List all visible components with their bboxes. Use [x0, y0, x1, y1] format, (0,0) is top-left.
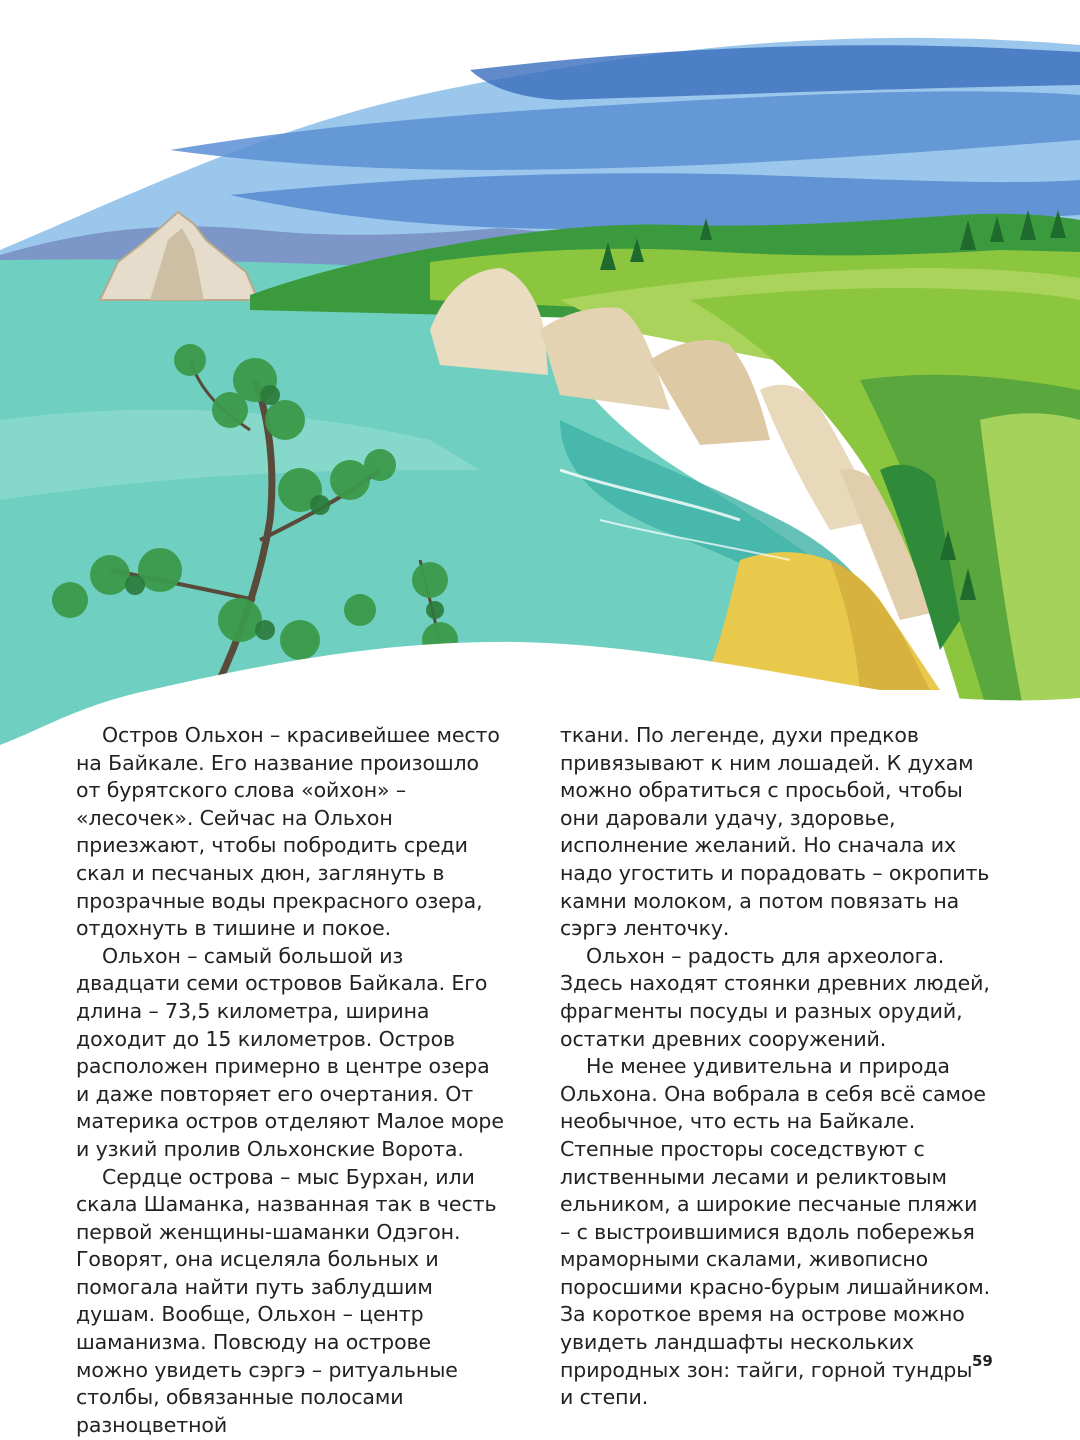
text-column-right: [560, 722, 992, 1412]
paragraph: Не менее удивительна и природа Ольхона. Она вобрала в себя всё самое необычное, что есть на Байкале. Степные просторы соседствуют с лиственными лесами и реликтовым ельником, а широкие песчаные пляжи – с выстроившимися вдоль побережья мраморными скалами, живописно поросшими красно-бурым лишайником. За короткое время на острове можно увидеть ландшафты нескольких природных зон: тайги, горной тундры и степи.: [560, 1054, 990, 1410]
paragraph: Ольхон – радость для археолога. Здесь находят стоянки древних людей, фрагменты посуды и разных орудий, остатки древних сооружений.: [560, 943, 990, 1051]
paragraph: Остров Ольхон – красивейшее место на Байкале. Его название произошло от бурятского слова «ойхон» – «лесочек». Сейчас на Ольхон приезжают, чтобы побродить среди скал и песчаных дюн, заглянуть в прозрачные воды прекрасного озера, отдохнуть в тишине и покое.: [76, 723, 500, 941]
paragraph: Ольхон – самый большой из двадцати семи островов Байкала. Его длина – 73,5 километра, ширина доходит до 15 километров. Остров расположен примерно в центре озера и даже повторяет его очертания. От материка остров отделяют Малое море и узкий пролив Ольхонские Ворота.: [76, 943, 504, 1161]
paragraph: Сердце острова – мыс Бурхан, или скала Шаманка, названная так в честь первой женщины-шаманки Одэгон. Говорят, она исцеляла больных и помогала найти путь заблудшим душам. Вообще, Ольхон – центр шаманизма. Повсюду на острове можно увидеть сэргэ – ритуальные столбы, обвязанные полосами разноцветной: [76, 1164, 497, 1437]
paragraph: ткани. По легенде, духи предков привязывают к ним лошадей. К духам можно обратиться с просьбой, чтобы они даровали удачу, здоровье, исполнение желаний. Но сначала их надо угостить и порадовать – окропить камни молоком, а потом повязать на сэргэ ленточку.: [560, 723, 990, 941]
text-column-left: [76, 722, 508, 1439]
page-number: 59: [972, 1352, 993, 1370]
